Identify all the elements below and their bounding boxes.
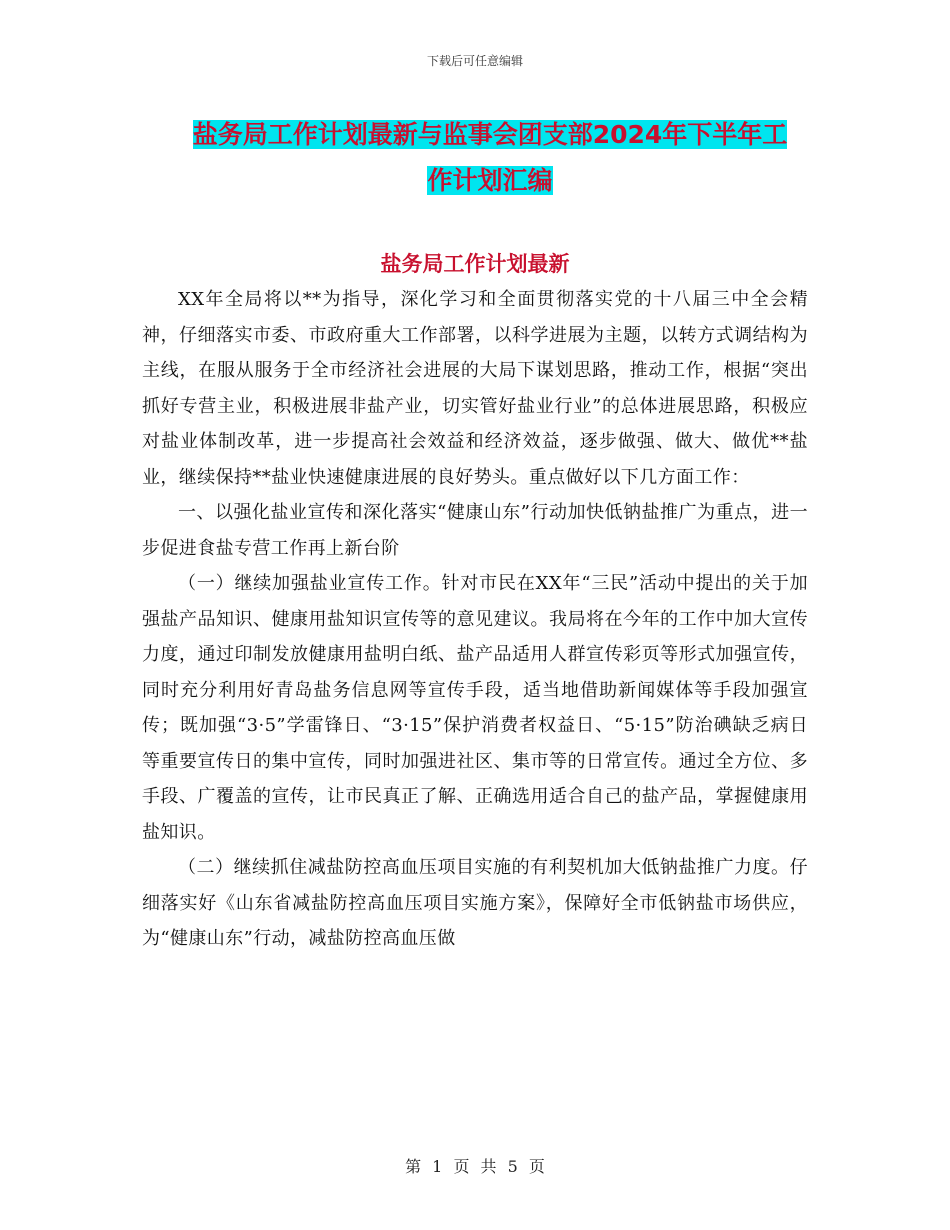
document-body [142,282,808,957]
body-paragraph: XX年全局将以**为指导，深化学习和全面贯彻落实党的十八届三中全会精神，仔细落实市委、市政府重大工作部署，以科学进展为主题，以转方式调结构为主线，在服从服务于全市经济社会进展的大局下谋划思路，推动工作，根据“突出抓好专营主业，积极进展非盐产业，切实管好盐业行业”的总体进展思路，积极应对盐业体制改革，进一步提高社会效益和经济效益，逐步做强、做大、做优**盐业，继续保持**盐业快速健康进展的良好势头。重点做好以下几方面工作： [142,289,808,488]
page-header-note: 下载后可任意编辑 [426,54,523,68]
body-paragraph: （二）继续抓住减盐防控高血压项目实施的有利契机加大低钠盐推广力度。仔细落实好《山东省减盐防控高血压项目实施方案》，保障好全市低钠盐市场供应，为“健康山东”行动，减盐防控高血压做 [142,857,808,949]
document-title-line-1: 盐务局工作计划最新与监事会团支部2024年下半年工 [192,120,788,149]
body-paragraph: （一）继续加强盐业宣传工作。针对市民在XX年“三民”活动中提出的关于加强盐产品知识、健康用盐知识宣传等的意见建议。我局将在今年的工作中加大宣传力度，通过印制发放健康用盐明白纸、盐产品适用人群宣传彩页等形式加强宣传，同时充分利用好青岛盐务信息网等宣传手段，适当地借助新闻媒体等手段加强宣传；既加强“3·5”学雷锋日、“3·15”保护消费者权益日、“5·15”防治碘缺乏病日等重要宣传日的集中宣传，同时加强进社区、集市等的日常宣传。通过全方位、多手段、广覆盖的宣传，让市民真正了解、正确选用适合自己的盐产品，掌握健康用盐知识。 [142,573,808,843]
document-title [140,112,840,204]
document-title-line-2: 作计划汇编 [427,166,553,195]
body-paragraph: 一、以强化盐业宣传和深化落实“健康山东”行动加快低钠盐推广为重点，进一步促进食盐专营工作再上新台阶 [142,502,808,559]
section-title: 盐务局工作计划最新 [380,252,570,276]
page-number-footer: 第 1 页 共 5 页 [405,1157,545,1176]
